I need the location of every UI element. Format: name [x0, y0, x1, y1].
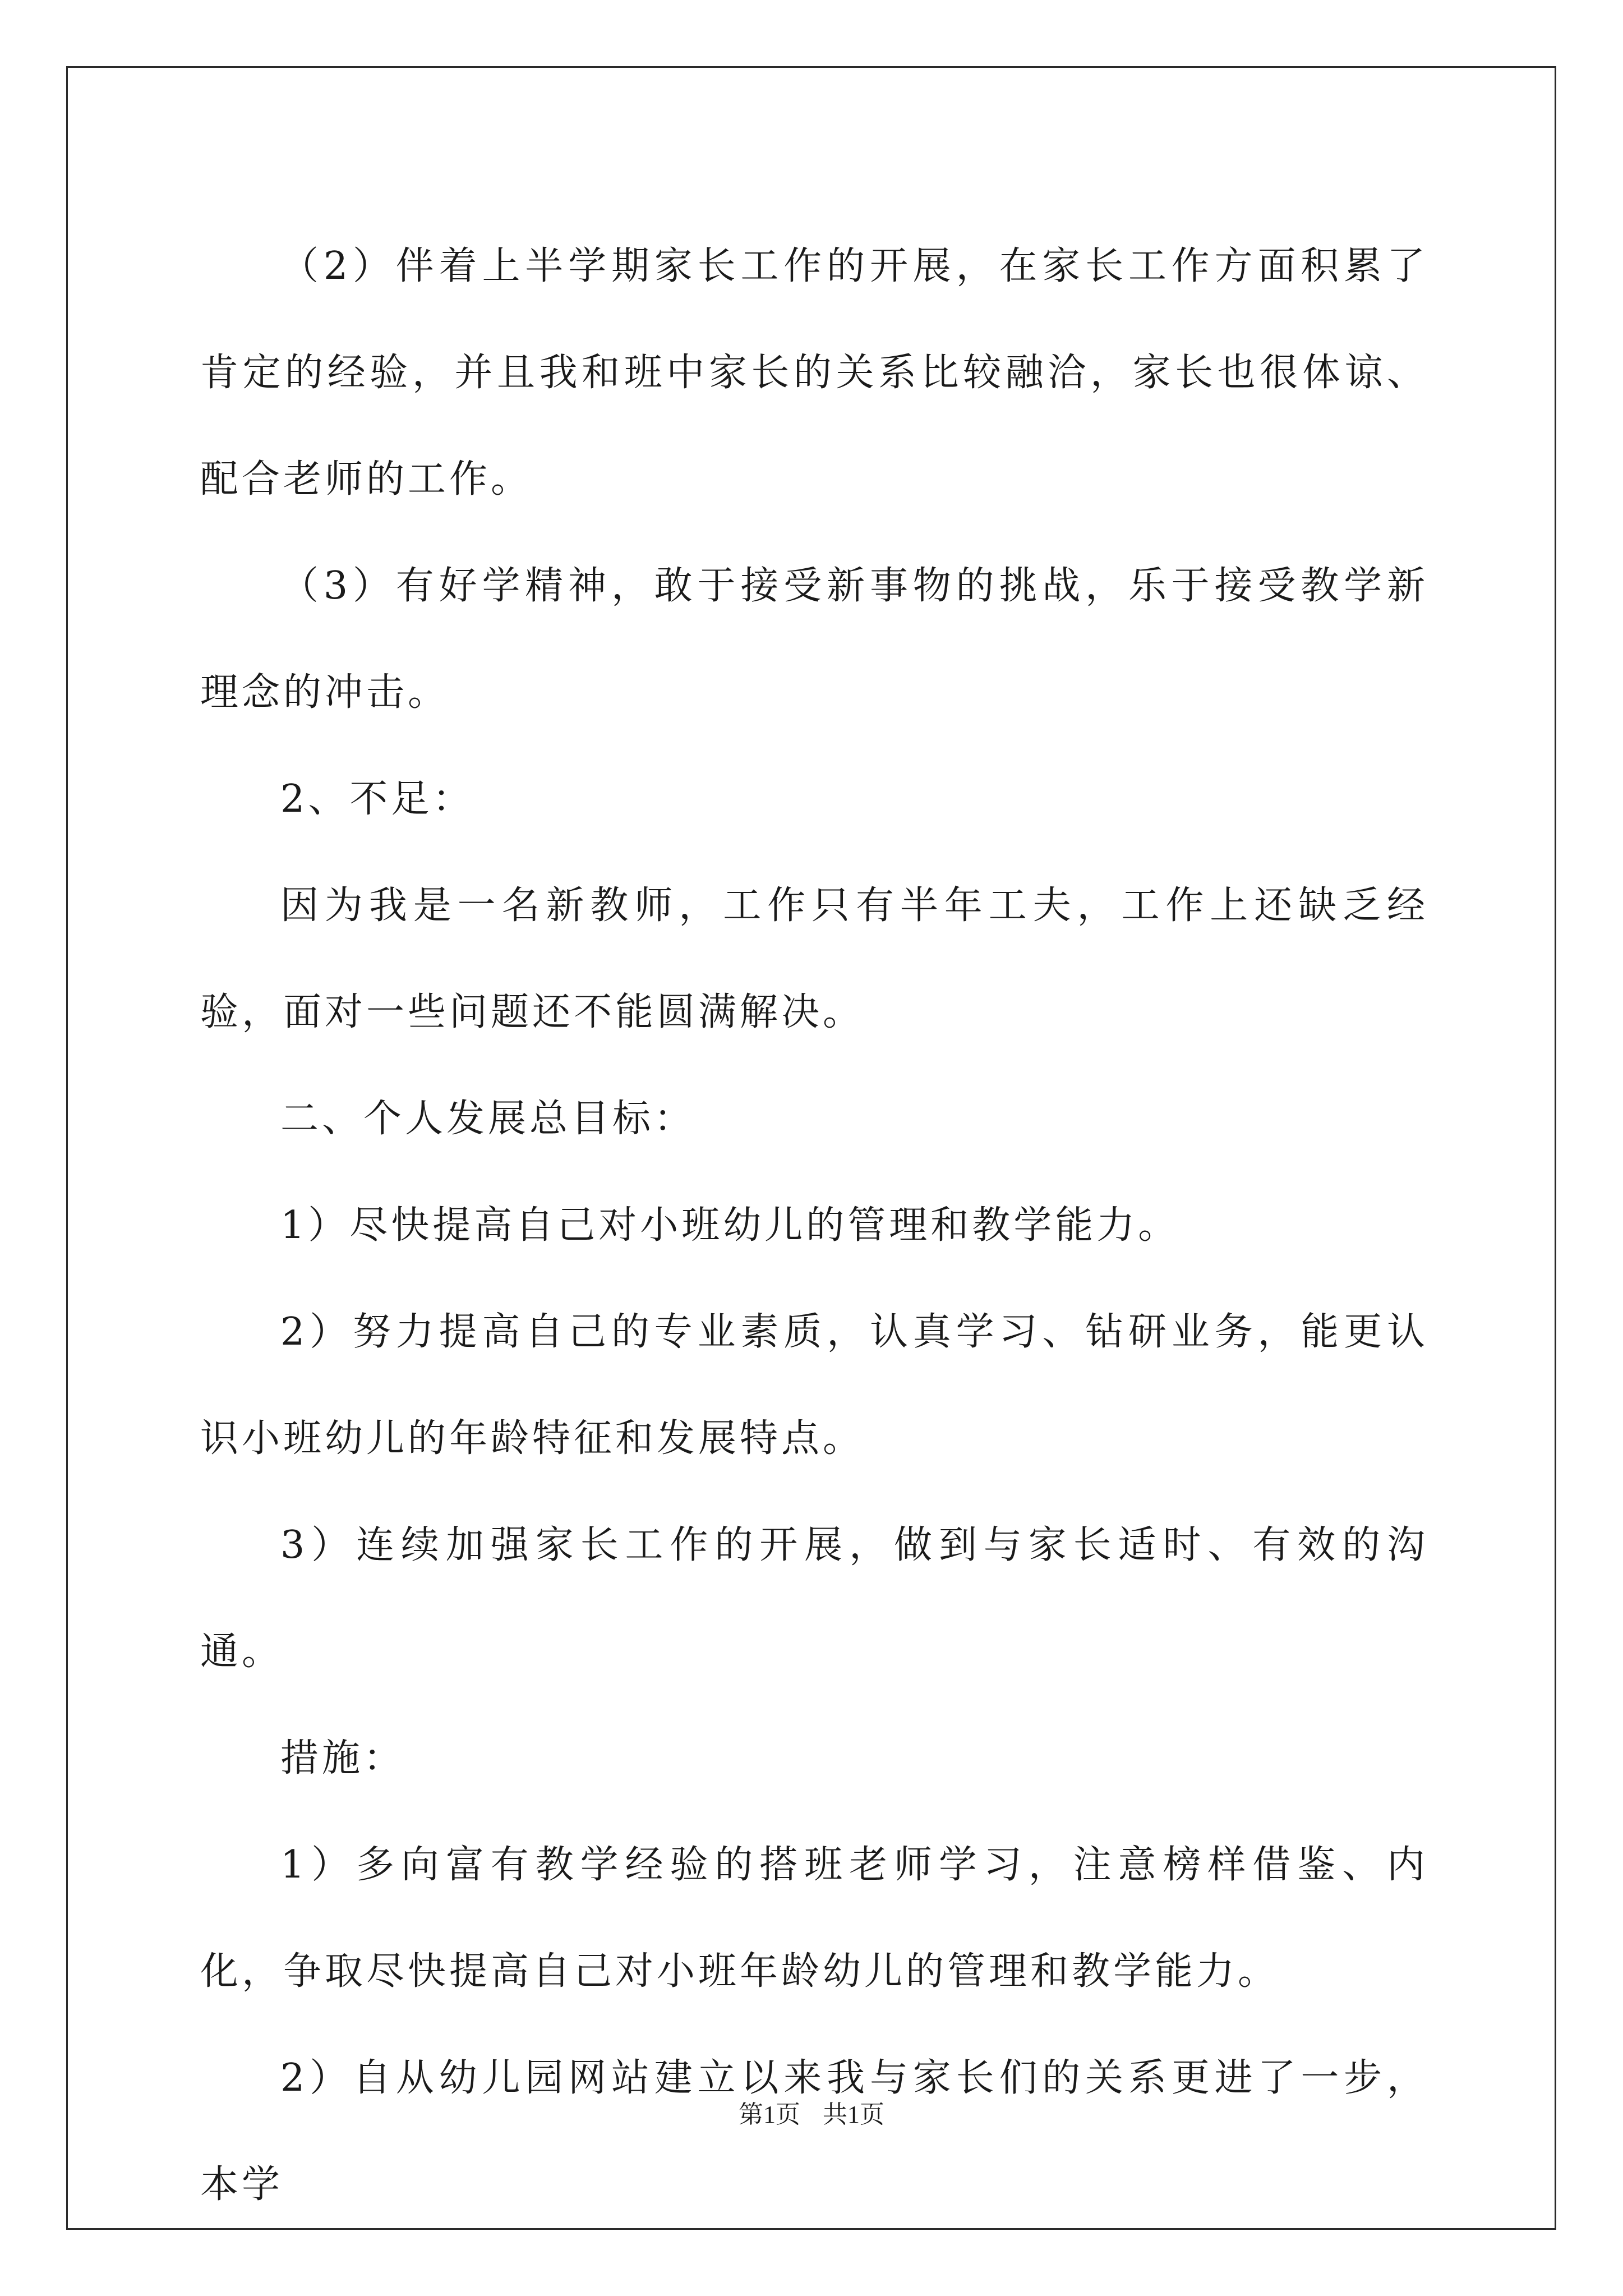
paragraph: 1）尽快提高自己对小班幼儿的管理和教学能力。: [280, 1203, 1180, 1248]
paragraph: 因为我是一名新教师，工作只有半年工夫，工作上还缺乏经验，面对一些问题还不能圆满解决。: [200, 884, 1428, 1034]
page-total: 共1页: [823, 2101, 884, 2128]
paragraph: （2）伴着上半学期家长工作的开展，在家长工作方面积累了肯定的经验，并且我和班中家长的关系比较融洽，家长也很体谅、配合老师的工作。: [200, 244, 1428, 501]
paragraph: 3）连续加强家长工作的开展，做到与家长适时、有效的沟通。: [200, 1523, 1428, 1674]
paragraph: 2）努力提高自己的专业素质，认真学习、钻研业务，能更认识小班幼儿的年龄特征和发展特点。: [200, 1310, 1428, 1461]
document-body: [200, 213, 1428, 2238]
page-footer: [0, 2098, 1623, 2132]
page-number: 第1页: [739, 2101, 800, 2128]
paragraph: 措施：: [280, 1736, 405, 1780]
paragraph: 1）多向富有教学经验的搭班老师学习，注意榜样借鉴、内化，争取尽快提高自己对小班年龄幼儿的管理和教学能力。: [200, 1843, 1428, 1994]
paragraph: 2）自从幼儿园网站建立以来我与家长们的关系更进了一步，本学: [200, 2056, 1428, 2207]
paragraph: 二、个人发展总目标：: [280, 1097, 696, 1141]
paragraph: 2、不足：: [280, 777, 474, 821]
paragraph: （3）有好学精神，敢于接受新事物的挑战，乐于接受教学新理念的冲击。: [200, 564, 1428, 715]
